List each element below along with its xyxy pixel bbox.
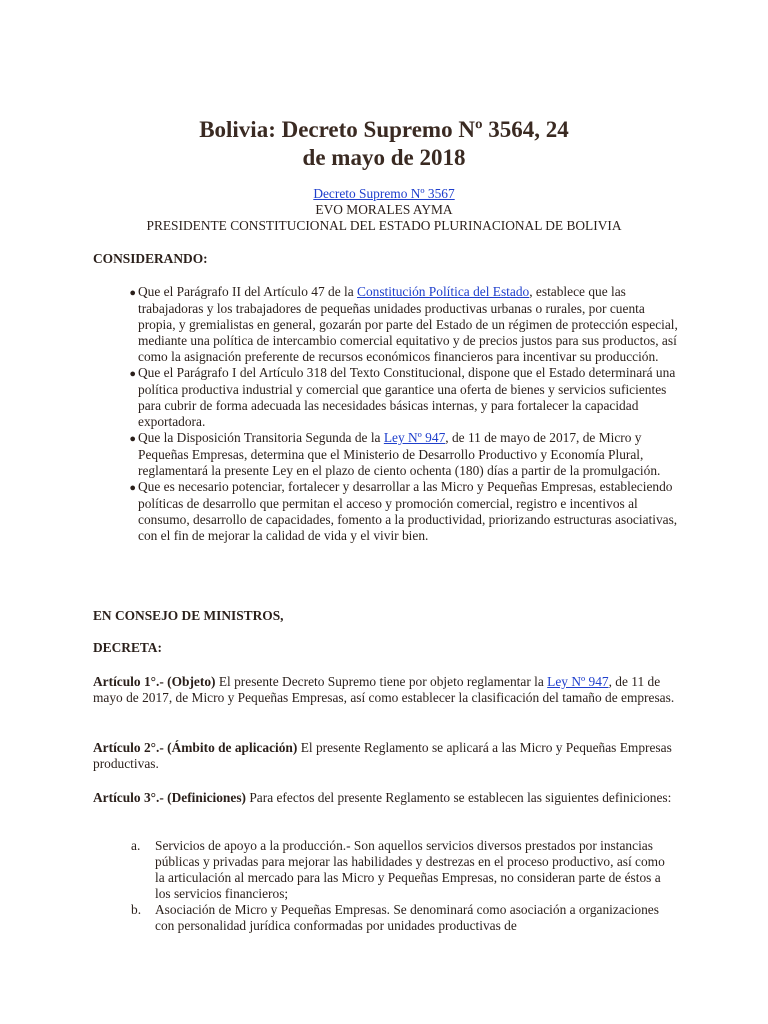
bullet-icon: ●	[129, 433, 136, 445]
considerando-list	[93, 284, 683, 544]
definition-text: Asociación de Micro y Pequeñas Empresas. Se denominará como asociación a organizaciones con personalidad jurídica conformadas por unidades productivas de	[155, 902, 659, 933]
bullet-icon: ●	[129, 482, 136, 494]
considerando-item-text: Que el Parágrafo I del Artículo 318 del Texto Constitucional, dispone que el Estado determinará una política productiva industrial y comercial que garantice una oferta de bienes y servicios suficientes para cubrir de forma adecuada las necesidades básicas internas, y para fortalecer la capacidad exportadora.	[138, 365, 676, 429]
definition-item	[93, 902, 673, 934]
considerando-item	[93, 479, 683, 544]
president-office: PRESIDENTE CONSTITUCIONAL DEL ESTADO PLURINACIONAL DE BOLIVIA	[146, 218, 622, 233]
decreta-heading: DECRETA:	[93, 640, 162, 655]
title-line-2: de mayo de 2018	[302, 145, 466, 170]
article-label: Artículo 3°.- (Definiciones)	[93, 790, 246, 805]
decree-link[interactable]: Decreto Supremo Nº 3567	[313, 186, 455, 201]
article-text: Para efectos del presente Reglamento se establecen las siguientes definiciones:	[246, 790, 672, 805]
article-text: , de 11 de mayo de 2017, de Micro y Pequeñas Empresas, así como establecer la clasificación del tamaño de empresas.	[93, 674, 675, 705]
article-label: Artículo 2°.- (Ámbito de aplicación)	[93, 740, 298, 755]
decree-header	[0, 186, 768, 234]
ley-947-link[interactable]: Ley Nº 947	[547, 674, 609, 689]
ley-947-link[interactable]: Ley Nº 947	[383, 430, 446, 445]
president-name: EVO MORALES AYMA	[315, 202, 453, 217]
bullet-icon: ●	[129, 368, 136, 380]
considerando-item-text: Que la Disposición Transitoria Segunda de la	[138, 430, 384, 445]
article-text: El presente Decreto Supremo tiene por objeto reglamentar la	[215, 674, 548, 689]
definitions-list	[93, 838, 673, 934]
list-marker: b.	[131, 902, 142, 917]
article-3	[93, 790, 683, 806]
constitucion-link[interactable]: Constitución Política del Estado	[357, 284, 530, 299]
article-2	[93, 740, 683, 772]
considerando-item	[93, 284, 683, 365]
considerando-item-text: , establece que las trabajadoras y los trabajadores de pequeñas unidades productivas urbanas o rurales, por cuenta propia, y gremialistas en general, gozarán por parte del Estado de un régimen de protección especial, mediante una política de intercambio comercial equitativo y de precios justos para sus productos, así como la asignación preferente de recursos económicos financieros para incentivar su producción.	[138, 284, 678, 364]
article-1	[93, 674, 683, 706]
article-text: El presente Reglamento se aplicará a las Micro y Pequeñas Empresas productivas.	[93, 740, 672, 771]
considerando-item-text: Que el Parágrafo II del Artículo 47 de la	[138, 284, 358, 299]
consejo-heading: EN CONSEJO DE MINISTROS,	[93, 608, 284, 623]
title-line-1: Bolivia: Decreto Supremo Nº 3564, 24	[199, 117, 569, 142]
definition-item	[93, 838, 673, 902]
considerando-item	[93, 430, 683, 479]
article-label: Artículo 1°.- (Objeto)	[93, 674, 216, 689]
considerando-item-text: Que es necesario potenciar, fortalecer y desarrollar a las Micro y Pequeñas Empresas, estableciendo políticas de desarrollo que permitan el acceso y promoción comercial, registro e incentivos al consumo, desarrollo de capacidades, fomento a la productividad, priorizando estructuras asociativas, con el fin de mejorar la calidad de vida y el vivir bien.	[138, 479, 678, 543]
definition-text: Servicios de apoyo a la producción.- Son aquellos servicios diversos prestados por instancias públicas y privadas para mejorar las habilidades y destrezas en el proceso productivo, así como la articulación al mercado para las Micro y Pequeñas Empresas, no consideran parte de éstos a los servicios financieros;	[155, 838, 665, 901]
list-marker: a.	[131, 838, 141, 853]
bullet-icon: ●	[129, 287, 136, 299]
considerando-heading: CONSIDERANDO:	[93, 251, 208, 266]
considerando-item-text: , de 11 de mayo de 2017, de Micro y Pequeñas Empresas, determina que el Ministerio de Desarrollo Productivo y Economía Plural, reglamentará la presente Ley en el plazo de ciento ochenta (180) días a partir de la promulgación.	[138, 430, 661, 478]
considerando-item	[93, 365, 683, 430]
page-title	[0, 116, 768, 172]
